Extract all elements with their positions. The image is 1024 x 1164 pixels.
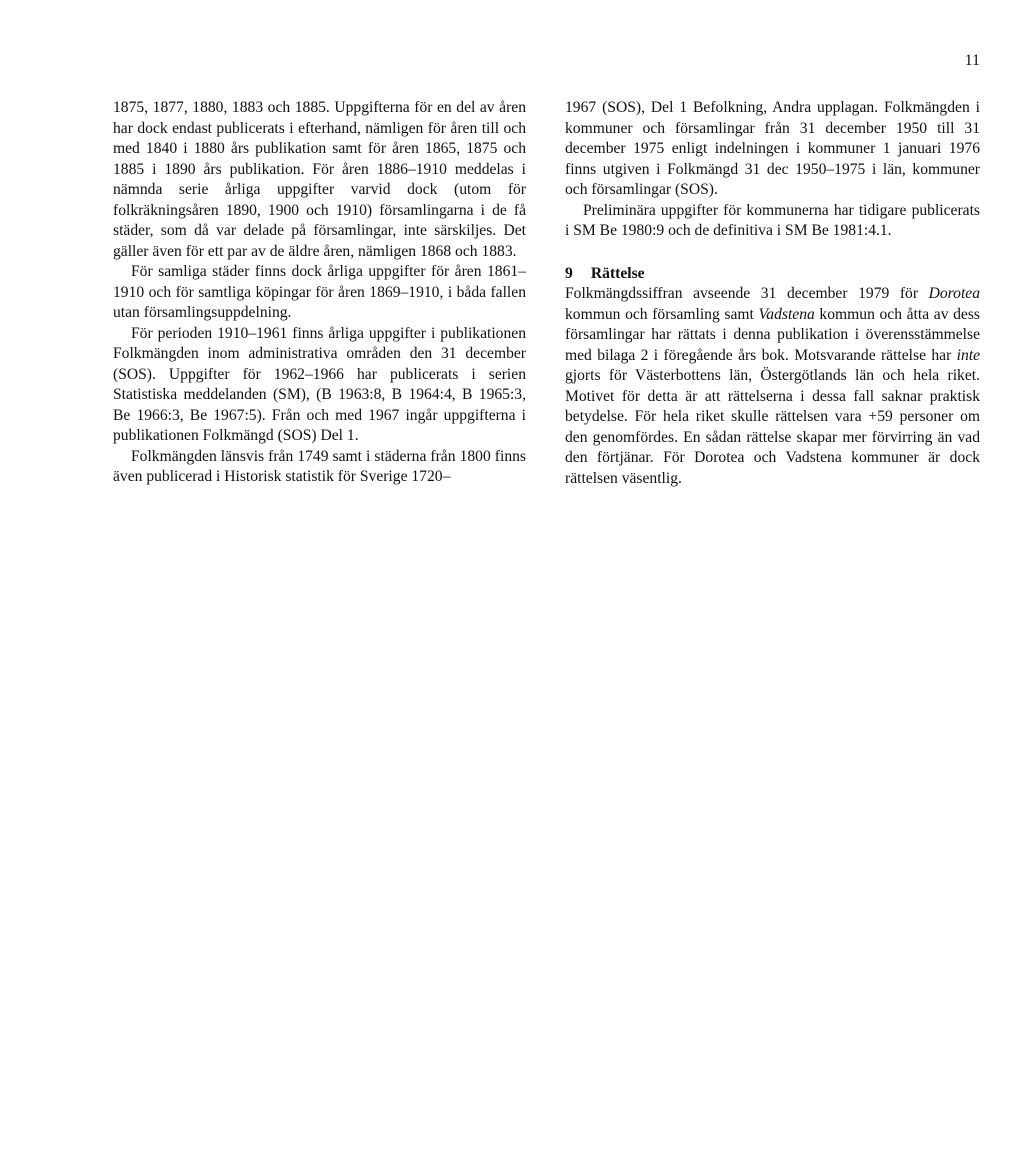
right-column (565, 98, 980, 489)
left-column (113, 98, 526, 488)
text-segment: Folkmängdssiffran avseende 31 december 1979 för (565, 285, 929, 302)
right-paragraph-1: 1967 (SOS), Del 1 Befolkning, Andra upplagan. Folkmängden i kommuner och församlingar från 31 december 1950 till 31 december 1975 enligt indelningen i kommuner 1 januari 1976 finns utgiven i Folkmängd 31 dec 1950–1975 i län, kommuner och församlingar (SOS). (565, 99, 980, 198)
text-segment: gjorts för Västerbottens län, Östergötlands län och hela riket. Motivet för detta är att rättelserna i dessa fall saknar praktisk betydelse. För hela riket skulle rättelsen vara +59 personer om den genomfördes. En sådan rättelse skapar mer förvirring än vad den förtjänar. För Dorotea och Vadstena kommuner är dock rättelsen väsentlig. (565, 367, 980, 487)
emphasis-vadstena: Vadstena (758, 305, 815, 323)
text-segment: kommun och församling samt (565, 305, 759, 323)
section-heading-rattelse (565, 264, 980, 285)
left-paragraph-4: Folkmängden länsvis från 1749 samt i städerna från 1800 finns även publicerad i Historisk statistik för Sverige 1720– (113, 447, 526, 485)
right-paragraph-2: Preliminära uppgifter för kommunerna har tidigare publicerats i SM Be 1980:9 och de definitiva i SM Be 1981:4.1. (565, 201, 980, 239)
left-paragraph-3: För perioden 1910–1961 finns årliga uppgifter i publikationen Folkmängden inom administrativa områden den 31 december (SOS). Uppgifter för 1962–1966 har publicerats i serien Statistiska meddelanden (SM), (B 1963:8, B 1964:4, B 1965:3, Be 1966:3, Be 1967:5). Från och med 1967 ingår uppgifterna i publikationen Folkmängd (SOS) Del 1. (113, 324, 526, 444)
text-segment: kommun och åtta av dess församlingar har rättats i denna publikation i överensstämmelse med bilaga 2 i föregående års bok. Motsvarande rättelse har (565, 305, 980, 364)
emphasis-dorotea: Dorotea (928, 285, 980, 302)
section-number: 9 (565, 264, 573, 282)
right-paragraph-3 (565, 284, 980, 489)
left-paragraph-2: För samliga städer finns dock årliga uppgifter för åren 1861–1910 och för samtliga köpingar för åren 1869–1910, i båda fallen utan församlingsuppdelning. (113, 263, 526, 321)
emphasis-inte: inte (956, 346, 980, 364)
left-paragraph-1: 1875, 1877, 1880, 1883 och 1885. Uppgifterna för en del av åren har dock endast publicerats i efterhand, nämligen för åren till och med 1840 i 1880 års publikation samt för åren 1865, 1875 och 1885 i 1890 års publikation. För åren 1886–1910 meddelas i nämnda serie årliga uppgifter varvid dock (utom för folkräkningsåren 1890, 1900 och 1910) församlingarna i de få städer, som då var delade på församlingar, inte särskiljes. Det gäller även för ett par av de äldre åren, nämligen 1868 och 1883. (113, 99, 526, 260)
section-title: Rättelse (590, 264, 645, 282)
page-number: 11 (964, 52, 980, 69)
